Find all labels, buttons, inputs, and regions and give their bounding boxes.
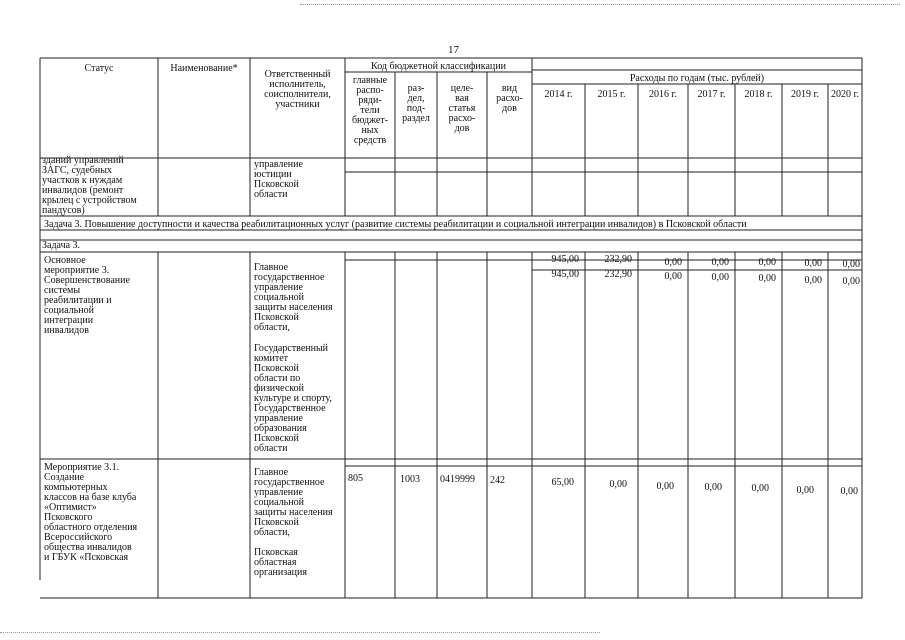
- header-expenses: Расходы по годам (тыс. рублей): [629, 73, 765, 84]
- value-cell: 0,00: [751, 483, 769, 494]
- row-cont-responsible: управление юстиции Псковской области: [254, 159, 303, 200]
- header-status: Статус: [84, 63, 114, 74]
- header-year: 2015 г.: [597, 89, 626, 100]
- main-event-status: Основное мероприятие 3. Совершенствование системы реабилитации и социальной интеграции инвалидов: [44, 255, 130, 336]
- value-cell: 0,00: [842, 276, 860, 287]
- event-31-razdel: 1003: [400, 474, 420, 485]
- header-vr: вид расхо- дов: [496, 83, 523, 114]
- value-cell: 0,00: [664, 271, 682, 282]
- value-cell: 945,00: [551, 254, 579, 265]
- header-name: Наименование*: [170, 63, 238, 74]
- value-cell: 0,00: [711, 272, 729, 283]
- value-cell: 0,00: [704, 482, 722, 493]
- header-year: 2014 г.: [544, 89, 573, 100]
- header-responsible: Ответственный исполнитель, соисполнители, участники: [264, 69, 331, 110]
- event-31-resp2: Псковская областная организация: [254, 547, 307, 578]
- header-year: 2018 г.: [744, 89, 773, 100]
- value-cell: 0,00: [656, 481, 674, 492]
- page-number: 17: [448, 44, 459, 56]
- value-cell: 0,00: [842, 259, 860, 270]
- header-csr: целе- вая статья расхо- дов: [448, 83, 476, 134]
- value-cell: 232,90: [604, 269, 632, 280]
- main-event-resp2: Государственный комитет Псковской области по физической культуре и спорту, Государственное управление образования Псковской области: [254, 343, 332, 454]
- header-grbs: главные распо- ряди- тели бюджет- ных средств: [351, 75, 389, 146]
- value-cell: 0,00: [711, 257, 729, 268]
- value-cell: 0,00: [609, 479, 627, 490]
- header-razdel: раз- дел, под- раздел: [402, 83, 430, 124]
- value-cell: 0,00: [758, 273, 776, 284]
- value-cell: 0,00: [664, 257, 682, 268]
- value-cell: 945,00: [551, 269, 579, 280]
- value-cell: 0,00: [804, 275, 822, 286]
- header-budget-code: Код бюджетной классификации: [371, 61, 506, 72]
- value-cell: 0,00: [758, 257, 776, 268]
- value-cell: 0,00: [804, 258, 822, 269]
- event-31-vr: 242: [490, 475, 505, 486]
- value-cell: 232,90: [604, 254, 632, 265]
- value-cell: 0,00: [840, 486, 858, 497]
- event-31-grbs: 805: [348, 473, 363, 484]
- header-year: 2020 г.: [831, 89, 859, 100]
- task-short: Задача 3.: [42, 240, 81, 251]
- header-year: 2016 г.: [649, 89, 677, 100]
- event-31-resp1: Главное государственное управление социальной защиты населения Псковской области,: [254, 467, 333, 538]
- task-line: Задача 3. Повышение доступности и качества реабилитационных услуг (развитие системы реабилитации и социальной интеграции инвалидов) в Псковской области: [44, 219, 747, 230]
- header-year: 2017 г.: [697, 89, 726, 100]
- value-cell: 65,00: [551, 477, 574, 488]
- header-year: 2019 г.: [791, 89, 819, 100]
- value-cell: 0,00: [796, 485, 814, 496]
- event-31-status: Мероприятие 3.1. Создание компьютерных классов на базе клуба «Оптимист» Псковского областного отделения Всероссийского общества инвалидов и ГБУК «Псковская: [44, 462, 138, 563]
- row-cont-status: зданий управлений ЗАГС, судебных участков к нуждам инвалидов (ремонт крылец с устройством пандусов): [42, 155, 137, 216]
- main-event-resp1: Главное государственное управление социальной защиты населения Псковской области,: [254, 262, 333, 333]
- event-31-csr: 0419999: [440, 474, 475, 485]
